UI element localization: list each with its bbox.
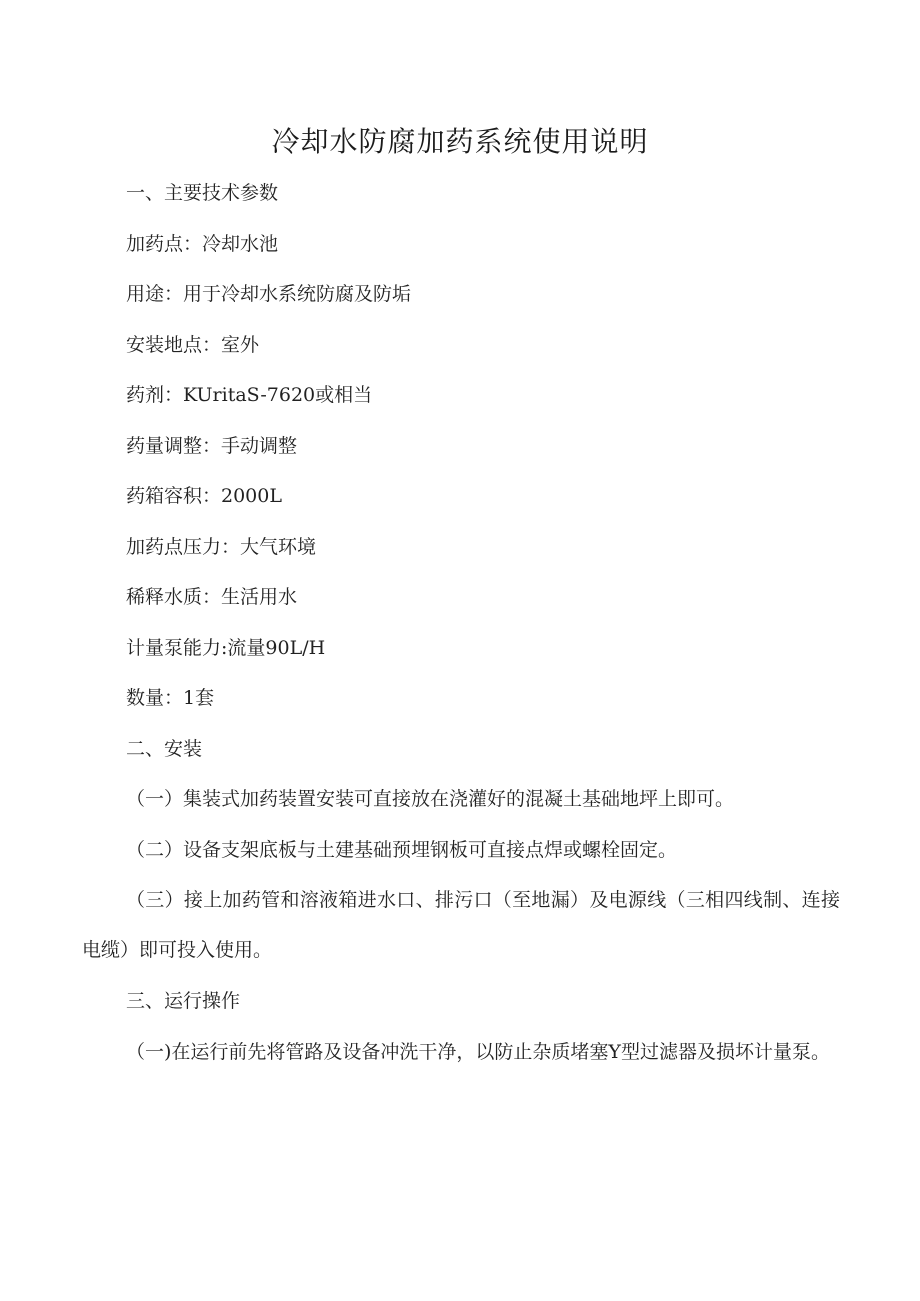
param-quantity: 数量：1套 [126, 687, 215, 709]
param-pump-capacity: 计量泵能力:流量90L/H [126, 637, 326, 659]
param-tank-volume: 药箱容积：2000L [126, 485, 282, 507]
document-title: 冷却水防腐加药系统使用说明 [271, 125, 649, 158]
section-heading-operation: 三、运行操作 [126, 990, 241, 1012]
section-heading-installation: 二、安装 [126, 738, 203, 760]
param-dosing-pressure: 加药点压力：大气环境 [126, 536, 317, 558]
install-step-1: （一）集装式加药装置安装可直接放在浇灌好的混凝土基础地坪上即可。 [126, 788, 735, 810]
param-install-location: 安装地点：室外 [126, 334, 260, 356]
section-heading-parameters: 一、主要技术参数 [126, 182, 279, 204]
param-chemical: 药剂：KUritaS-7620或相当 [126, 384, 373, 406]
param-purpose: 用途：用于冷却水系统防腐及防垢 [126, 283, 412, 305]
param-dose-adjust: 药量调整：手动调整 [126, 435, 298, 457]
install-step-2: （二）设备支架底板与土建基础预埋钢板可直接点焊或螺栓固定。 [126, 839, 678, 861]
param-dosing-point: 加药点：冷却水池 [126, 233, 279, 255]
param-dilution-water: 稀释水质：生活用水 [126, 586, 298, 608]
install-step-3: （三）接上加药管和溶液箱进水口、排污口（至地漏）及电源线（三相四线制、连接电缆）即可投入使用。 [82, 889, 840, 961]
operation-step-1: （一)在运行前先将管路及设备冲洗干净，以防止杂质堵塞Y型过滤器及损坏计量泵。 [126, 1041, 830, 1063]
